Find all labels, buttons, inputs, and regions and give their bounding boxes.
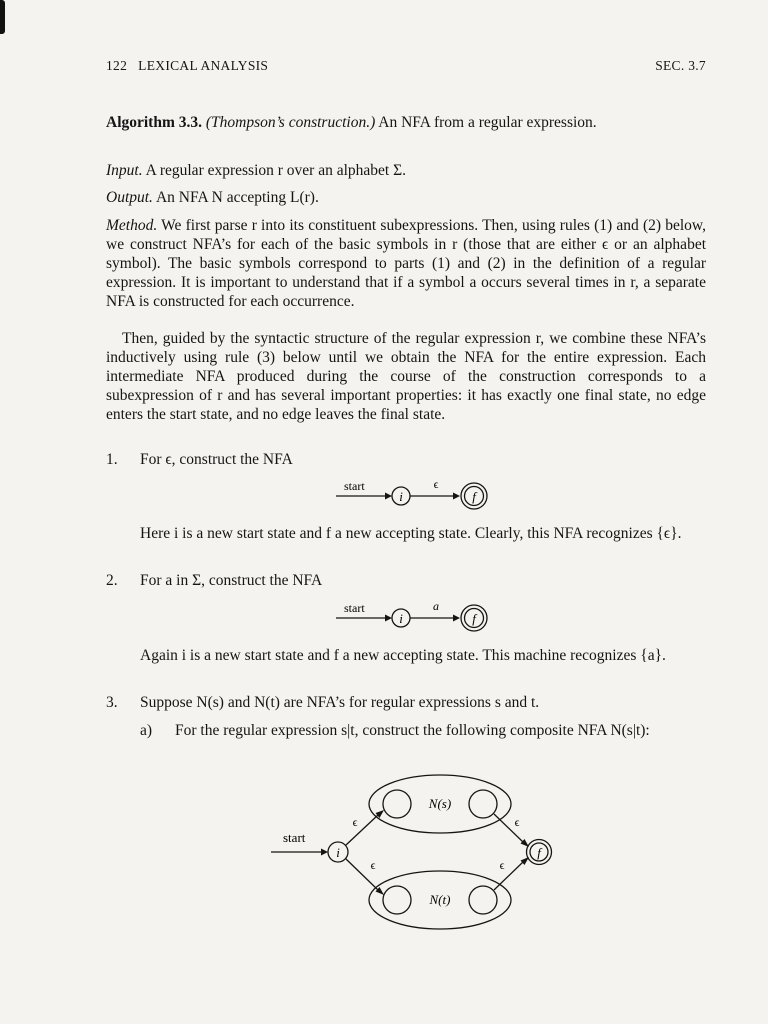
n-t-label: N(t) xyxy=(429,892,451,907)
start-state-label: i xyxy=(399,489,403,504)
rule-2-heading: For a in Σ, construct the NFA xyxy=(140,572,323,589)
rule-3-heading: Suppose N(s) and N(t) are NFA’s for regular expressions s and t. xyxy=(140,694,540,711)
output-text: An NFA N accepting L(r). xyxy=(155,189,319,206)
rule-1-number: 1. xyxy=(106,451,118,468)
algorithm-label: Algorithm 3.3. xyxy=(106,114,203,131)
algorithm-title xyxy=(106,114,706,133)
start-state-label: i xyxy=(399,611,403,626)
method-text: We first parse r into its constituent subexpressions. Then, using rules (1) and (2) below, we construct NFA’s for each of the basic symbols in r (those that are either ϵ or an alphabet symbol). The basic symbols correspond to parts (1) and (2) in the definition of a regular expression. It is important to understand that if a symbol a occurs several times in r, a separate NFA is constructed for each occurrence. xyxy=(106,217,706,310)
header-section: SEC. 3.7 xyxy=(655,58,706,73)
method-paragraph-2: Then, guided by the syntactic structure of the regular expression r, we combine these NFA’s inductively using rule (3) below until we obtain the NFA for the entire expression. Each intermediate NFA produced during the course of the construction corresponds to a subexpression of r and has several important properties: it has exactly one final state, no edge enters the start state, and no edge leaves the final state. xyxy=(106,330,706,423)
rule-3-number: 3. xyxy=(106,694,118,711)
symbol-edge-label: a xyxy=(433,599,439,613)
epsilon-edge-label: ϵ xyxy=(433,477,439,491)
input-text: A regular expression r over an alphabet Σ. xyxy=(145,162,406,179)
eps-upper-right: ϵ xyxy=(514,815,520,829)
input-label: Input. xyxy=(106,162,143,179)
rule-1-heading: For ϵ, construct the NFA xyxy=(140,451,293,468)
subrule-a-text: For the regular expression s|t, construct the following composite NFA N(s|t): xyxy=(175,722,650,739)
input-line xyxy=(106,162,706,181)
n-t-final xyxy=(469,886,497,914)
rule-1-explanation: Here i is a new start state and f a new accepting state. Clearly, this NFA recognizes {ϵ}. xyxy=(140,525,682,542)
diagram-start-label: start xyxy=(344,479,365,493)
rule-2-number: 2. xyxy=(106,572,118,589)
subrule-a-number: a) xyxy=(140,722,153,739)
union-start-state-label: i xyxy=(336,845,340,860)
method-label: Method. xyxy=(106,217,158,234)
n-s-label: N(s) xyxy=(428,796,452,811)
eps-upper-left: ϵ xyxy=(352,815,358,829)
method-paragraph xyxy=(106,217,706,312)
n-s-final xyxy=(469,790,497,818)
union-nfa-diagram xyxy=(265,768,565,943)
n-t-start xyxy=(383,886,411,914)
header-page-title: 122 LEXICAL ANALYSIS xyxy=(106,58,269,73)
output-line xyxy=(106,189,706,208)
algorithm-name: (Thompson’s construction.) xyxy=(205,114,376,131)
union-start-label: start xyxy=(283,830,306,845)
page-edge-mark xyxy=(0,0,5,34)
union-final-label: f xyxy=(537,845,541,860)
accept-state-label: f xyxy=(472,611,476,626)
rule-2-explanation: Again i is a new start state and f a new accepting state. This machine recognizes {a}. xyxy=(140,647,666,664)
eps-lower-left: ϵ xyxy=(370,858,376,872)
accept-state-label: f xyxy=(472,489,476,504)
eps-lower-right: ϵ xyxy=(499,858,505,872)
epsilon-nfa-diagram xyxy=(330,474,510,522)
algorithm-description: An NFA from a regular expression. xyxy=(378,114,597,131)
symbol-nfa-diagram xyxy=(330,596,510,644)
diagram-start-label: start xyxy=(344,601,365,615)
n-s-start xyxy=(383,790,411,818)
output-label: Output. xyxy=(106,189,153,206)
